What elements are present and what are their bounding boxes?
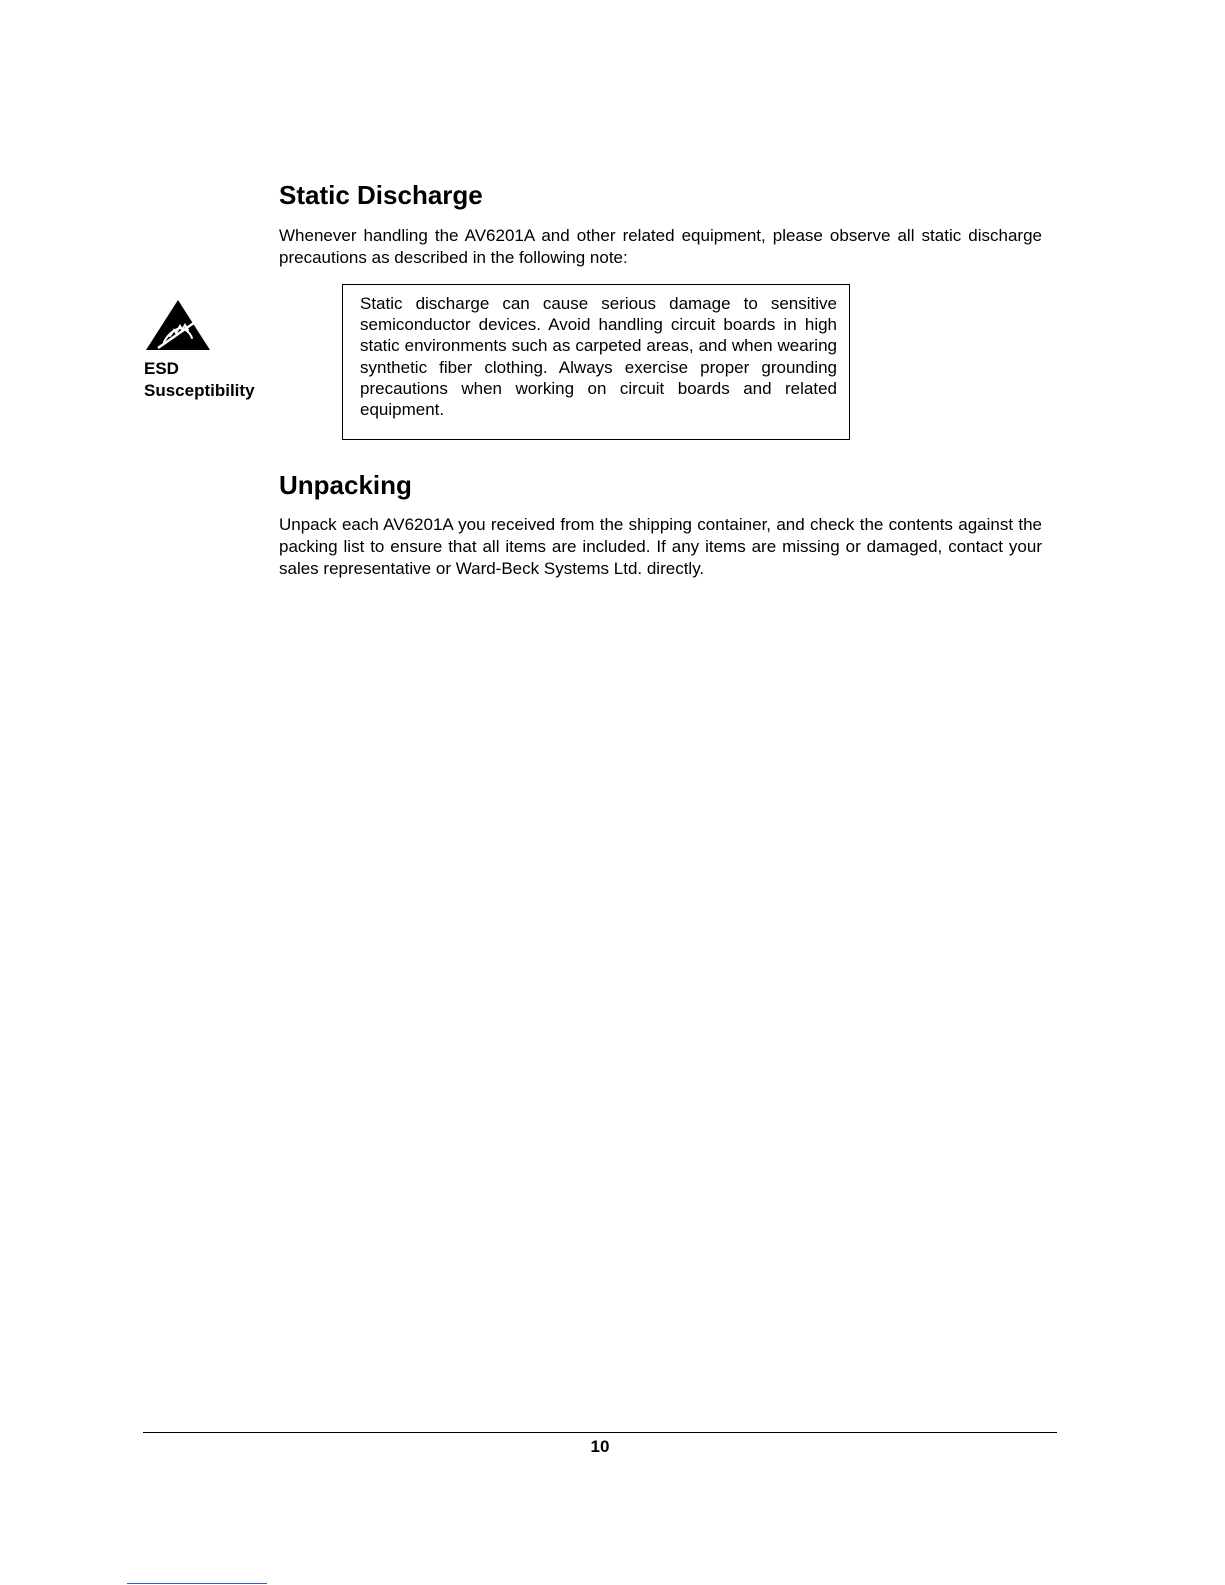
footer-divider xyxy=(143,1432,1057,1433)
note-text: Static discharge can cause serious damage to sensitive semiconductor devices. Avoid handling circuit boards in high static environments such as carpeted areas, and when wearing synthetic fiber clothing. Always exercise proper grounding precautions when working on circuit boards and related equipment. xyxy=(360,294,837,420)
static-discharge-heading: Static Discharge xyxy=(279,180,483,210)
static-discharge-note xyxy=(342,284,850,440)
static-discharge-intro: Whenever handling the AV6201A and other related equipment, please observe all static discharge precautions as described in the following note: xyxy=(279,226,1042,267)
page-number: 10 xyxy=(590,1437,610,1456)
esd-warning-icon xyxy=(144,298,212,354)
unpacking-body: Unpack each AV6201A you received from the shipping container, and check the contents against the packing list to ensure that all items are included. If any items are missing or damaged, contact your sales representative or Ward-Beck Systems Ltd. directly. xyxy=(279,515,1042,578)
esd-label: ESD xyxy=(144,359,179,378)
susceptibility-label: Susceptibility xyxy=(144,381,255,400)
unpacking-heading: Unpacking xyxy=(279,470,412,500)
link-underline xyxy=(127,1583,267,1584)
